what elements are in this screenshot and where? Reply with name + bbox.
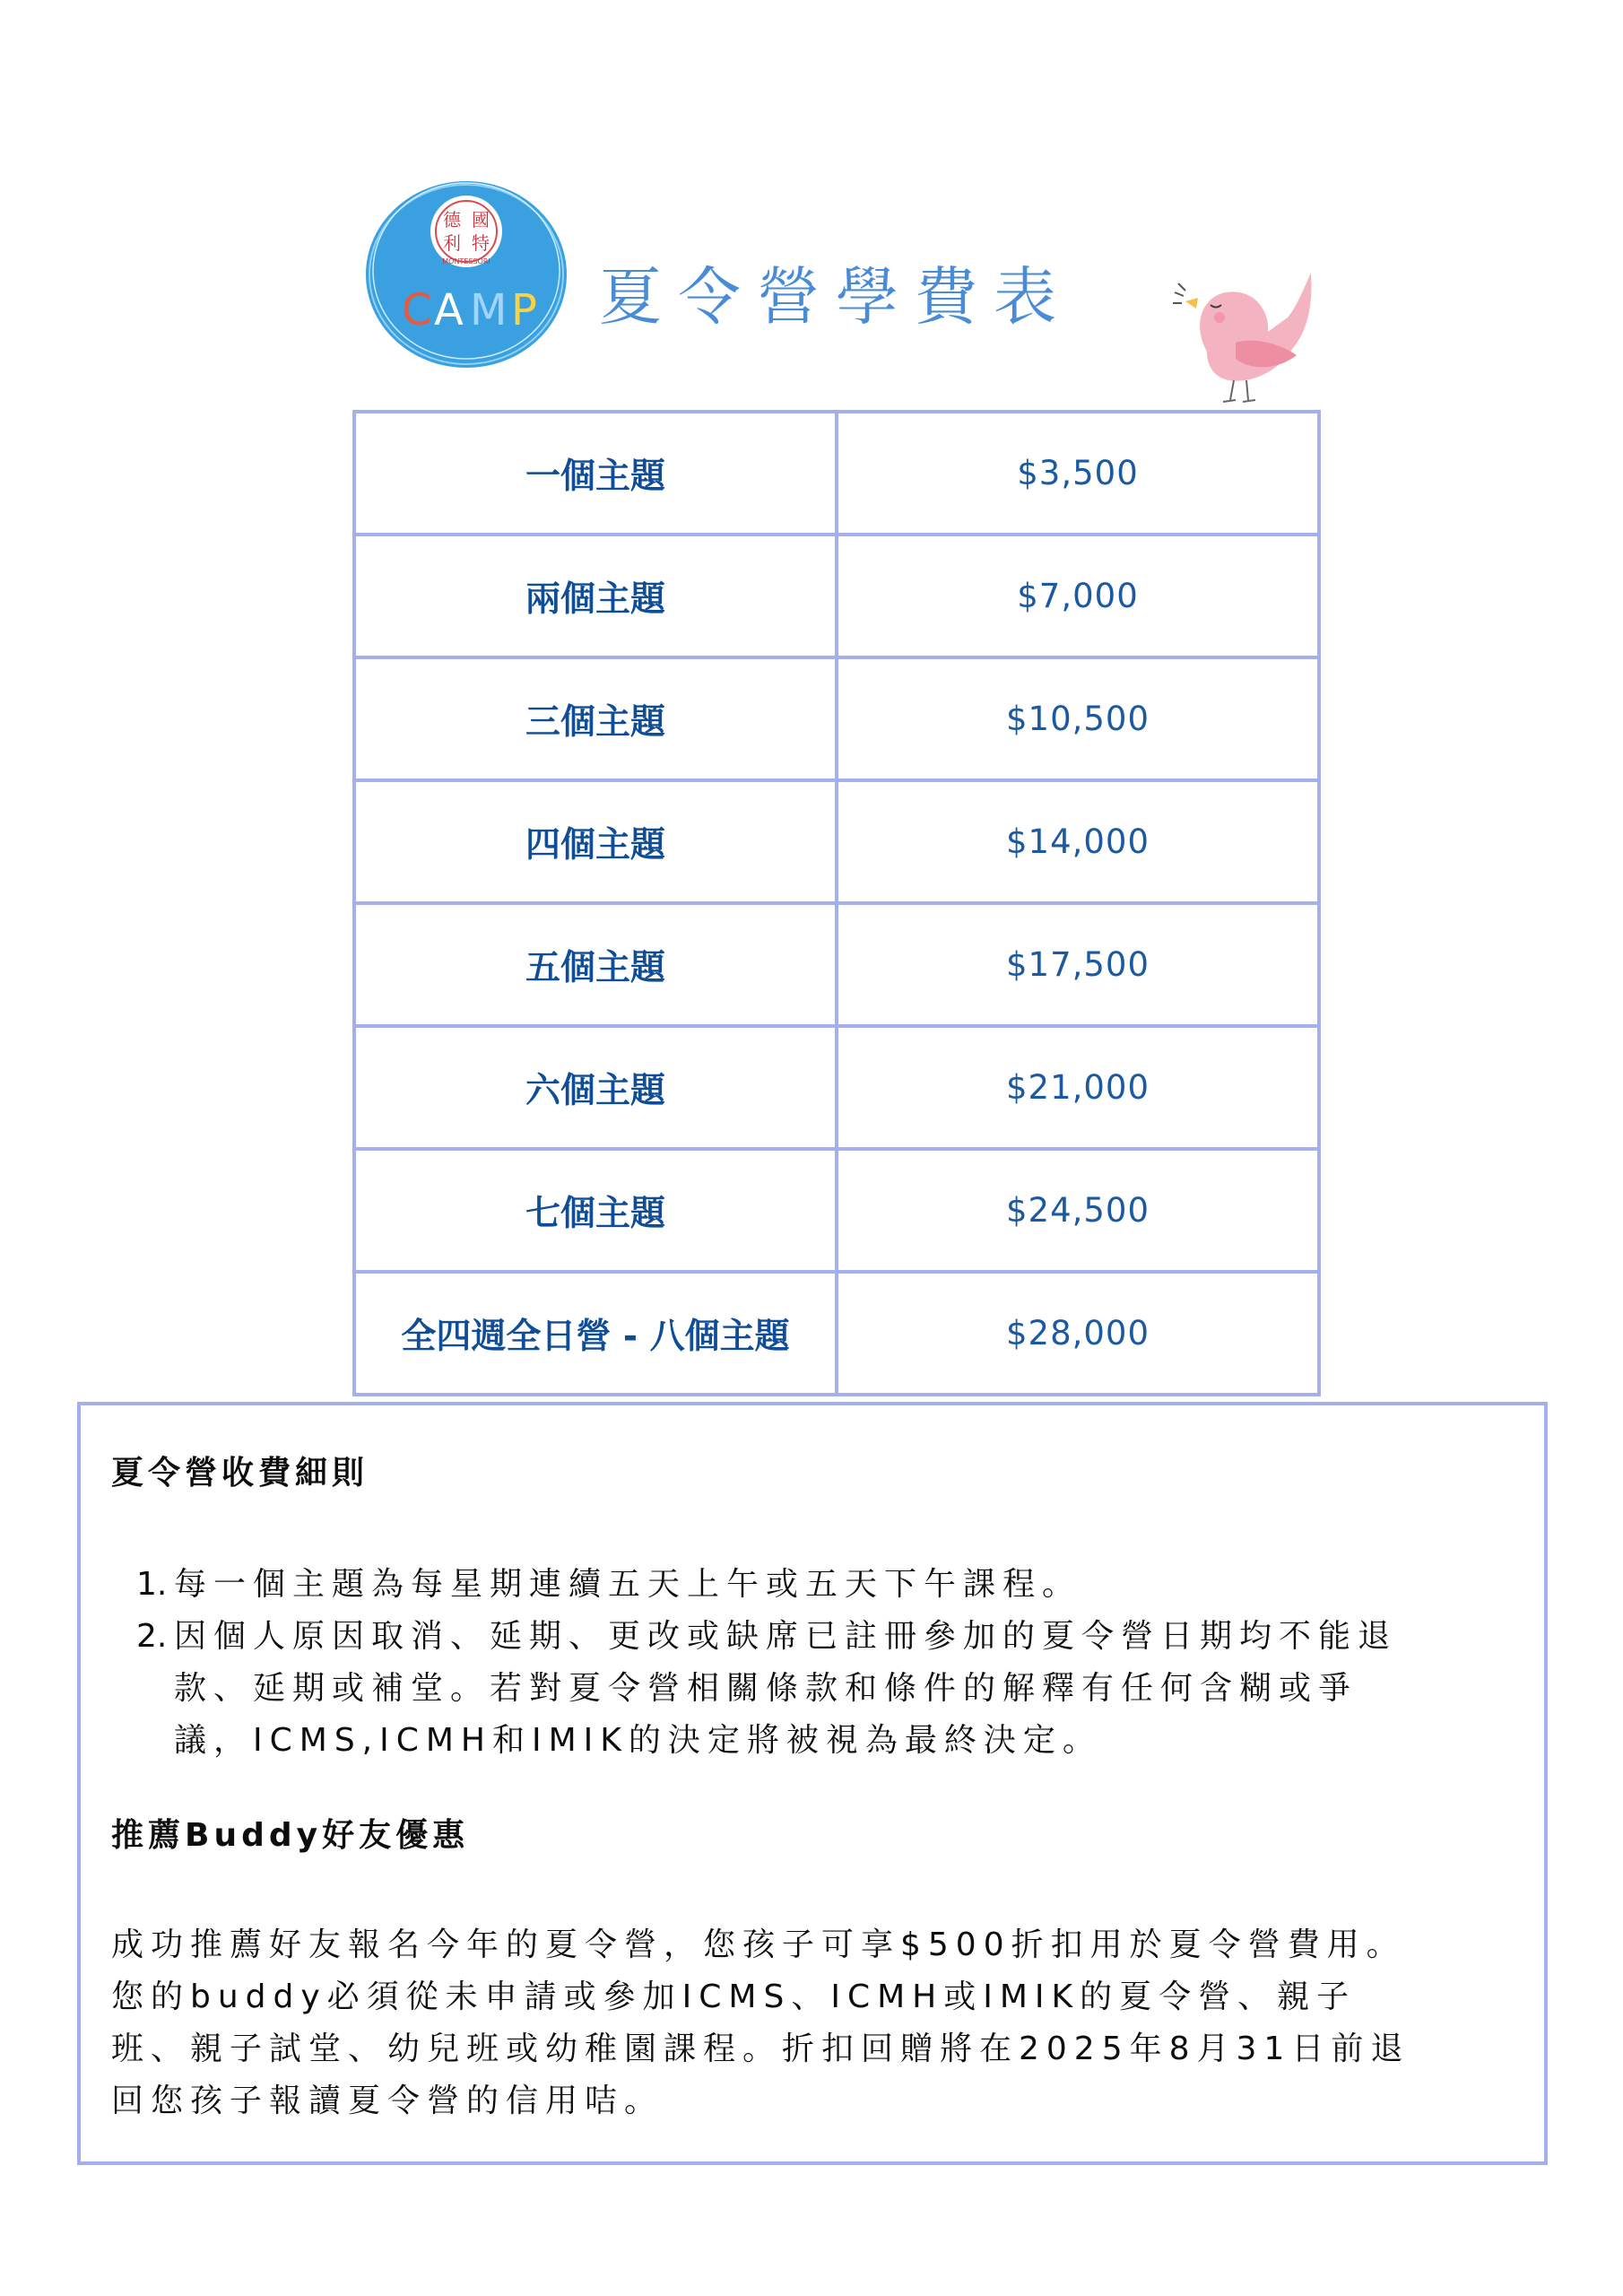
price-cell: $14,000 [837, 780, 1319, 903]
topic-cell: 三個主題 [354, 657, 837, 780]
camp-logo-icon [362, 176, 570, 370]
terms-item-line: 因個人原因取消、延期、更改或缺席已註冊參加的夏令營日期均不能退 [174, 1618, 1398, 1655]
price-cell: $24,500 [837, 1149, 1319, 1272]
referral-line: 回您孩子報讀夏令營的信用咭。 [111, 2083, 664, 2119]
referral-line: 成功推薦好友報名今年的夏令營，您孩子可享$500折扣用於夏令營費用。 [111, 1926, 1406, 1963]
referral-line: 班、親子試堂、幼兒班或幼稚園課程。折扣回贈將在2025年8月31日前退 [111, 2031, 1410, 2067]
price-cell: $3,500 [837, 412, 1319, 535]
price-cell: $7,000 [837, 535, 1319, 657]
topic-cell: 六個主題 [354, 1026, 837, 1149]
referral-line: 您的buddy必須從未申請或參加ICMS、ICMH或IMIK的夏令營、親子 [111, 1979, 1357, 2015]
table-row [354, 1272, 1319, 1395]
topic-cell: 一個主題 [354, 412, 837, 535]
price-cell: $21,000 [837, 1026, 1319, 1149]
table-row [354, 412, 1319, 535]
fee-table [352, 410, 1321, 1396]
referral-heading: 推薦Buddy好友優惠 [111, 1817, 470, 1854]
price-cell: $17,500 [837, 903, 1319, 1026]
table-row [354, 903, 1319, 1026]
logo-ring-text: MONTESSORI [442, 257, 490, 265]
logo-emblem-char: 國 [472, 209, 490, 230]
topic-cell: 兩個主題 [354, 535, 837, 657]
table-row [354, 1149, 1319, 1272]
camp-letter: A [434, 285, 464, 335]
logo-emblem-char: 德 [443, 209, 461, 230]
table-row [354, 1026, 1319, 1149]
table-row [354, 780, 1319, 903]
topic-cell: 四個主題 [354, 780, 837, 903]
table-row [354, 657, 1319, 780]
topic-cell: 五個主題 [354, 903, 837, 1026]
camp-letter: C [402, 285, 432, 335]
list-number: 2. [136, 1618, 168, 1655]
price-cell: $28,000 [837, 1272, 1319, 1395]
page-title: 夏令營學費表 [599, 260, 1072, 334]
terms-item-line: 議，ICMS,ICMH和IMIK的決定將被視為最終決定。 [174, 1722, 1102, 1759]
topic-cell: 全四週全日營 - 八個主題 [354, 1272, 837, 1395]
terms-box [77, 1402, 1548, 2165]
topic-cell: 七個主題 [354, 1149, 837, 1272]
terms-heading: 夏令營收費細則 [111, 1455, 369, 1492]
table-row [354, 535, 1319, 657]
camp-letter: P [511, 285, 537, 335]
terms-item-line: 每一個主題為每星期連續五天上午或五天下午課程。 [174, 1566, 1082, 1603]
terms-item-line: 款、延期或補堂。若對夏令營相關條款和條件的解釋有任何含糊或爭 [174, 1670, 1358, 1707]
camp-letter: M [470, 285, 508, 335]
logo-emblem-char: 特 [472, 232, 490, 254]
logo-emblem-char: 利 [443, 232, 461, 254]
list-number: 1. [136, 1566, 168, 1603]
pink-bird-icon [1153, 265, 1320, 413]
price-cell: $10,500 [837, 657, 1319, 780]
